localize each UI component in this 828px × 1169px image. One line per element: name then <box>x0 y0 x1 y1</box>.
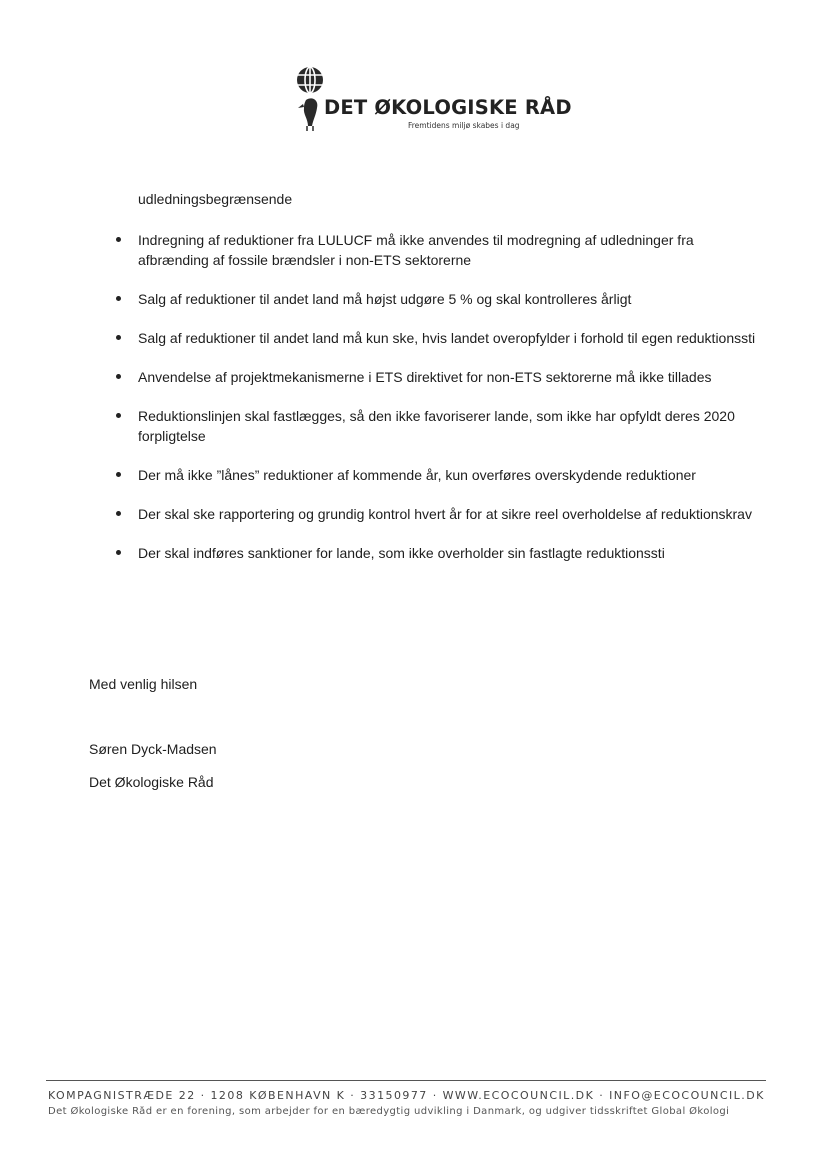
list-item <box>116 367 756 387</box>
list-item <box>116 465 756 485</box>
list-item <box>116 504 756 524</box>
bullet-icon <box>116 237 121 242</box>
list-item <box>116 328 756 348</box>
list-item-text: Der må ikke ”lånes” reduktioner af kommende år, kun overføres overskydende reduktioner <box>138 467 696 483</box>
continuation-text: udledningsbegrænsende <box>138 191 293 207</box>
footer-contact-line: KOMPAGNISTRÆDE 22 · 1208 KØBENHAVN K · 33150977 · WWW.ECOCOUNCIL.DK · INFO@ECOCOUNCIL.DK <box>48 1089 765 1102</box>
bullet-icon <box>116 374 121 379</box>
footer-description-line: Det Økologiske Råd er en forening, som arbejder for en bæredygtig udvikling i Danmark, og udgiver tidsskriftet Global Økologi <box>48 1106 730 1117</box>
closing-greeting: Med venlig hilsen <box>89 676 198 692</box>
bullet-icon <box>116 296 121 301</box>
list-item-text: Salg af reduktioner til andet land må kun ske, hvis landet overopfylder i forhold til egen reduktionssti <box>138 330 756 346</box>
list-item-text: Reduktionslinjen skal fastlægges, så den ikke favoriserer lande, som ikke har opfyldt deres 2020 forpligtelse <box>138 408 735 444</box>
signatory-organization: Det Økologiske Råd <box>89 774 214 790</box>
bullet-icon <box>116 511 121 516</box>
list-item-text: Anvendelse af projektmekanismerne i ETS direktivet for non-ETS sektorerne må ikke tillades <box>138 369 712 385</box>
list-item-text: Der skal ske rapportering og grundig kontrol hvert år for at sikre reel overholdelse af reduktionskrav <box>138 506 752 522</box>
list-item-text: Salg af reduktioner til andet land må højst udgøre 5 % og skal kontrolleres årligt <box>138 291 632 307</box>
list-item-text: Indregning af reduktioner fra LULUCF må ikke anvendes til modregning af udledninger fra afbrænding af fossile brændsler i non-ETS sektorerne <box>138 232 694 268</box>
footer-divider <box>46 1080 766 1081</box>
signatory-name: Søren Dyck-Madsen <box>89 741 217 757</box>
list-item-text: Der skal indføres sanktioner for lande, som ikke overholder sin fastlagte reduktionssti <box>138 545 665 561</box>
requirements-list <box>116 230 756 582</box>
bullet-icon <box>116 472 121 477</box>
list-item <box>116 543 756 563</box>
organization-name: DET ØKOLOGISKE RÅD <box>324 96 572 119</box>
bullet-icon <box>116 413 121 418</box>
list-item <box>116 289 756 309</box>
organization-tagline: Fremtidens miljø skabes i dag <box>408 121 520 130</box>
list-item <box>116 406 756 446</box>
bullet-icon <box>116 550 121 555</box>
bullet-icon <box>116 335 121 340</box>
list-item <box>116 230 756 270</box>
organization-logo <box>292 64 572 134</box>
